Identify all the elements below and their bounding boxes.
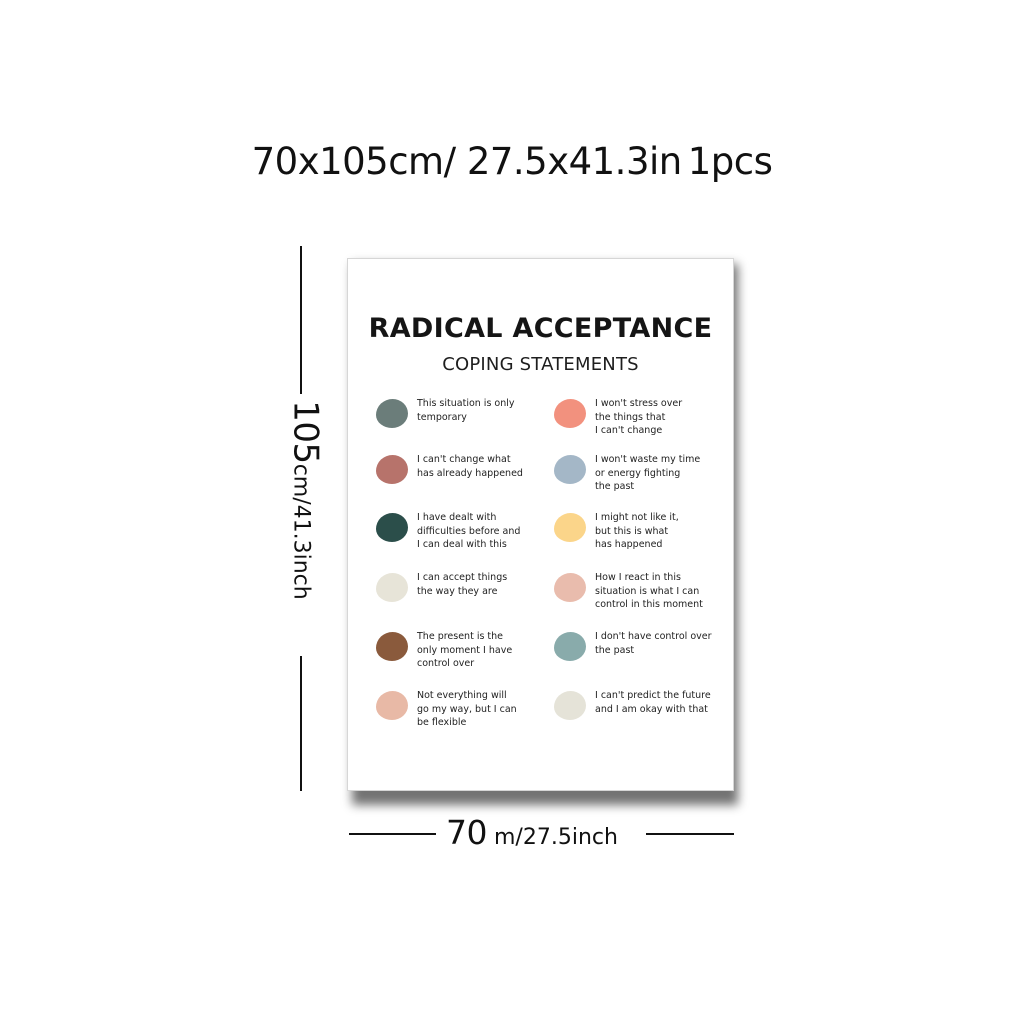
width-number: 70 (446, 813, 487, 852)
statement-item (376, 573, 546, 621)
piece-count-text: 1pcs (687, 140, 773, 183)
statement-text: I won't waste my time or energy fighting the past (595, 454, 701, 492)
statement-item (554, 399, 724, 447)
size-heading (0, 138, 1024, 186)
statement-text: I can't predict the future and I am okay with that (595, 690, 711, 715)
statement-item (554, 632, 724, 680)
height-dimension-line-bottom (300, 656, 302, 791)
width-dimension-line-right (646, 833, 734, 835)
poster-title: RADICAL ACCEPTANCE (368, 313, 713, 344)
statement-item (376, 455, 546, 503)
statement-item (554, 513, 724, 561)
peach-dot-icon (554, 573, 586, 602)
yellow-dot-icon (554, 513, 586, 542)
statement-text: I have dealt with difficulties before and I can deal with this (417, 512, 521, 550)
cream-dot-icon (376, 573, 408, 602)
rose-dot-icon (376, 455, 408, 484)
dark-teal-dot-icon (376, 513, 408, 542)
width-dimension-line-left (349, 833, 436, 835)
height-dimension-line-top (300, 246, 302, 394)
statement-text: I won't stress over the things that I can't change (595, 398, 683, 436)
height-dimension-label (285, 400, 326, 600)
size-dimensions-text: 70x105cm/ 27.5x41.3in (251, 140, 682, 183)
statement-item (554, 455, 724, 503)
poster (347, 258, 734, 791)
statement-item (554, 691, 724, 739)
light-cream-dot-icon (554, 691, 586, 720)
statement-item (376, 691, 546, 739)
statement-text: I might not like it, but this is what has happened (595, 512, 679, 550)
brown-dot-icon (376, 632, 408, 661)
statement-item (376, 399, 546, 447)
statement-item (376, 632, 546, 680)
height-unit: cm/41.3inch (288, 463, 314, 600)
width-dimension-label (446, 815, 618, 856)
blue-gray-dot-icon (554, 455, 586, 484)
height-number: 105 (285, 400, 326, 464)
statement-text: How I react in this situation is what I can control in this moment (595, 572, 703, 610)
coping-statements-grid (348, 259, 733, 790)
statement-text: I don't have control over the past (595, 631, 712, 656)
width-unit: m/27.5inch (494, 825, 618, 850)
statement-text: This situation is only temporary (417, 398, 515, 423)
statement-text: Not everything will go my way, but I can be flexible (417, 690, 517, 728)
statement-text: I can't change what has already happened (417, 454, 523, 479)
gray-green-dot-icon (376, 399, 408, 428)
statement-item (554, 573, 724, 621)
statement-item (376, 513, 546, 561)
salmon-dot-icon (554, 399, 586, 428)
sage-dot-icon (554, 632, 586, 661)
poster-subtitle: COPING STATEMENTS (442, 354, 639, 375)
blush-dot-icon (376, 691, 408, 720)
statement-text: I can accept things the way they are (417, 572, 508, 597)
statement-text: The present is the only moment I have control over (417, 631, 513, 669)
